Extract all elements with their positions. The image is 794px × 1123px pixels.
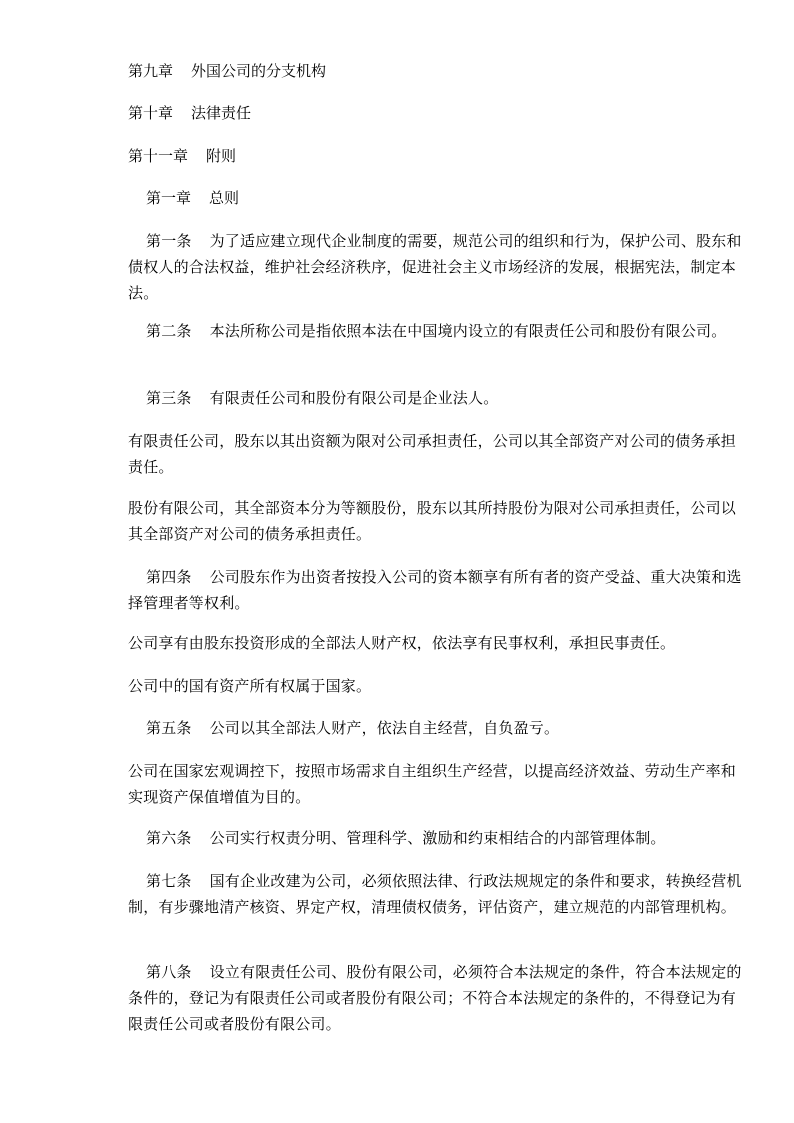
article-5-num: 第五条 <box>146 719 192 737</box>
article-2-num: 第二条 <box>146 322 192 340</box>
article-3-para-2: 股份有限公司，其全部资本分为等额股份，股东以其所持股份为限对公司承担责任，公司以其全部资产对公司的债务承担责任。 <box>128 499 737 543</box>
toc-chapter-9-num: 第九章 <box>128 62 174 80</box>
article-3 <box>128 385 744 411</box>
chapter-1-num: 第一章 <box>146 189 192 207</box>
article-6-text: 公司实行权责分明、管理科学、激励和约束相结合的内部管理体制。 <box>209 829 666 847</box>
article-4-text: 公司股东作为出资者按投入公司的资本额享有所有者的资产受益、重大决策和选择管理者等权利。 <box>128 568 742 612</box>
article-1-text: 为了适应建立现代企业制度的需要，规范公司的组织和行为，保护公司、股东和债权人的合法权益，维护社会经济秩序，促进社会主义市场经济的发展，根据宪法，制定本法。 <box>128 232 742 302</box>
toc-chapter-11-num: 第十一章 <box>128 147 189 165</box>
article-7 <box>128 868 744 920</box>
article-5 <box>128 715 744 741</box>
toc-chapter-11-title: 附则 <box>206 147 237 165</box>
article-8-text: 设立有限责任公司、股份有限公司，必须符合本法规定的条件，符合本法规定的条件的，登记为有限责任公司或者股份有限公司；不符合本法规定的条件的，不得登记为有限责任公司或者股份有限公司。 <box>128 963 742 1033</box>
chapter-1-heading <box>146 185 239 211</box>
article-3-num: 第三条 <box>146 389 192 407</box>
toc-chapter-10-num: 第十章 <box>128 104 174 122</box>
article-8 <box>128 959 744 1037</box>
article-1 <box>128 228 744 306</box>
toc-chapter-10-title: 法律责任 <box>191 104 252 122</box>
article-4-para-1: 公司享有由股东投资形成的全部法人财产权，依法享有民事权利，承担民事责任。 <box>128 634 676 652</box>
article-4-num: 第四条 <box>146 568 192 586</box>
toc-chapter-9-title: 外国公司的分支机构 <box>191 62 327 80</box>
article-3-para-1: 有限责任公司，股东以其出资额为限对公司承担责任，公司以其全部资产对公司的债务承担责任。 <box>128 432 737 476</box>
article-2 <box>128 318 744 344</box>
article-8-num: 第八条 <box>146 963 192 981</box>
chapter-1-title: 总则 <box>209 189 240 207</box>
article-7-text: 国有企业改建为公司，必须依照法律、行政法规规定的条件和要求，转换经营机制，有步骤地清产核资、界定产权，清理债权债务，评估资产，建立规范的内部管理机构。 <box>128 872 742 916</box>
article-4-para-2: 公司中的国有资产所有权属于国家。 <box>128 677 372 695</box>
article-5-para-1: 公司在国家宏观调控下，按照市场需求自主组织生产经营，以提高经济效益、劳动生产率和实现资产保值增值为目的。 <box>128 762 737 806</box>
toc-chapter-9 <box>128 58 326 84</box>
article-4 <box>128 564 744 616</box>
article-2-text: 本法所称公司是指依照本法在中国境内设立的有限责任公司和股份有限公司。 <box>209 322 727 340</box>
article-7-num: 第七条 <box>146 872 192 890</box>
article-6-num: 第六条 <box>146 829 192 847</box>
article-6 <box>128 825 744 851</box>
toc-chapter-10 <box>128 100 251 126</box>
toc-chapter-11 <box>128 143 236 169</box>
article-1-num: 第一条 <box>146 232 192 250</box>
article-5-text: 公司以其全部法人财产，依法自主经营，自负盈亏。 <box>209 719 560 737</box>
article-3-text: 有限责任公司和股份有限公司是企业法人。 <box>209 389 499 407</box>
